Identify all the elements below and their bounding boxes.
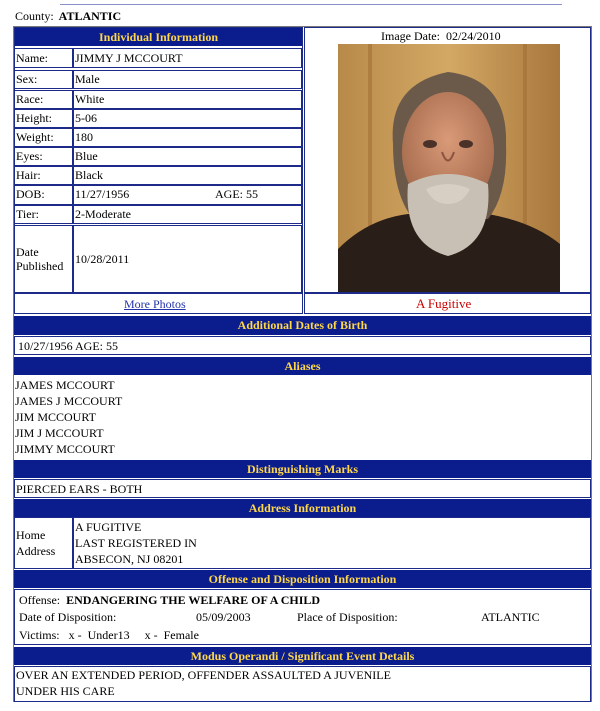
field-eyes-value: Blue <box>73 147 302 166</box>
victim-type: Female <box>163 628 199 642</box>
disposition-date-value: 05/09/2003 <box>196 610 251 624</box>
field-dob-value-cell <box>73 185 302 205</box>
offense-header: Offense and Disposition Information <box>14 570 591 588</box>
alias-item: JAMES MCCOURT <box>15 378 115 392</box>
additional-dob-header: Additional Dates of Birth <box>14 316 591 335</box>
alias-item: JIMMY MCCOURT <box>15 442 115 456</box>
address-header: Address Information <box>14 499 591 517</box>
county-value: ATLANTIC <box>58 9 122 23</box>
aliases-header: Aliases <box>14 357 591 375</box>
image-date-value: 02/24/2010 <box>445 29 501 43</box>
field-tier-value: 2-Moderate <box>73 205 302 224</box>
address-line: LAST REGISTERED IN <box>75 536 197 550</box>
field-published-label-1: Date <box>16 245 39 259</box>
county-line <box>15 9 121 24</box>
victim-type: Under13 <box>87 628 130 642</box>
top-divider <box>60 4 562 5</box>
field-tier-label: Tier: <box>14 205 73 224</box>
field-sex-value: Male <box>73 70 302 89</box>
field-name-value: JIMMY J MCCOURT <box>73 48 302 68</box>
additional-dob-value: 10/27/1956 AGE: 55 <box>18 339 119 353</box>
fugitive-status: A Fugitive <box>416 296 472 311</box>
offense-value: ENDANGERING THE WELFARE OF A CHILD <box>66 593 321 607</box>
offense-line <box>19 592 320 608</box>
individual-info-header: Individual Information <box>15 28 302 46</box>
offender-photo <box>338 44 560 292</box>
field-sex-label: Sex: <box>14 70 73 89</box>
image-date-label: Image Date: <box>381 29 440 43</box>
victims-line <box>19 627 199 643</box>
field-eyes-label: Eyes: <box>14 147 73 166</box>
field-race-value: White <box>73 90 302 109</box>
marks-value: PIERCED EARS - BOTH <box>16 482 143 496</box>
victim-mark: x - <box>144 628 158 642</box>
field-weight-value: 180 <box>73 128 302 147</box>
county-label: County: <box>15 9 54 23</box>
more-photos-link[interactable]: More Photos <box>124 297 186 311</box>
disposition-place-label: Place of Disposition: <box>297 610 398 624</box>
modus-header: Modus Operandi / Significant Event Details <box>14 647 591 665</box>
image-date <box>381 28 501 44</box>
field-published-label-cell <box>14 225 73 293</box>
disposition-place-value: ATLANTIC <box>481 610 540 624</box>
modus-line: OVER AN EXTENDED PERIOD, OFFENDER ASSAULTED A JUVENILE <box>16 668 391 682</box>
field-dob-label: DOB: <box>14 185 73 205</box>
alias-item: JAMES J MCCOURT <box>15 394 123 408</box>
field-weight-label: Weight: <box>14 128 73 147</box>
victim-mark: x - <box>68 628 82 642</box>
offense-label: Offense: <box>19 593 61 607</box>
field-hair-value: Black <box>73 166 302 185</box>
field-height-value: 5-06 <box>73 109 302 128</box>
field-hair-label: Hair: <box>14 166 73 185</box>
alias-item: JIM MCCOURT <box>15 410 96 424</box>
address-label-1: Home <box>16 528 46 542</box>
disposition-date-label: Date of Disposition: <box>19 610 117 624</box>
field-published-label-2: Published <box>16 259 64 273</box>
alias-item: JIM J MCCOURT <box>15 426 104 440</box>
field-height-label: Height: <box>14 109 73 128</box>
victims-label: Victims: <box>19 628 60 642</box>
address-line: A FUGITIVE <box>75 520 142 534</box>
field-published-value: 10/28/2011 <box>73 225 302 293</box>
field-race-label: Race: <box>14 90 73 109</box>
address-label-2: Address <box>16 544 56 558</box>
person-photo-icon <box>338 44 560 292</box>
field-dob-value: 11/27/1956 <box>75 187 130 201</box>
field-name-label: Name: <box>14 48 73 68</box>
marks-header: Distinguishing Marks <box>14 460 591 478</box>
modus-line: UNDER HIS CARE <box>16 684 115 698</box>
field-age-value: AGE: 55 <box>215 187 258 201</box>
address-line: ABSECON, NJ 08201 <box>75 552 184 566</box>
